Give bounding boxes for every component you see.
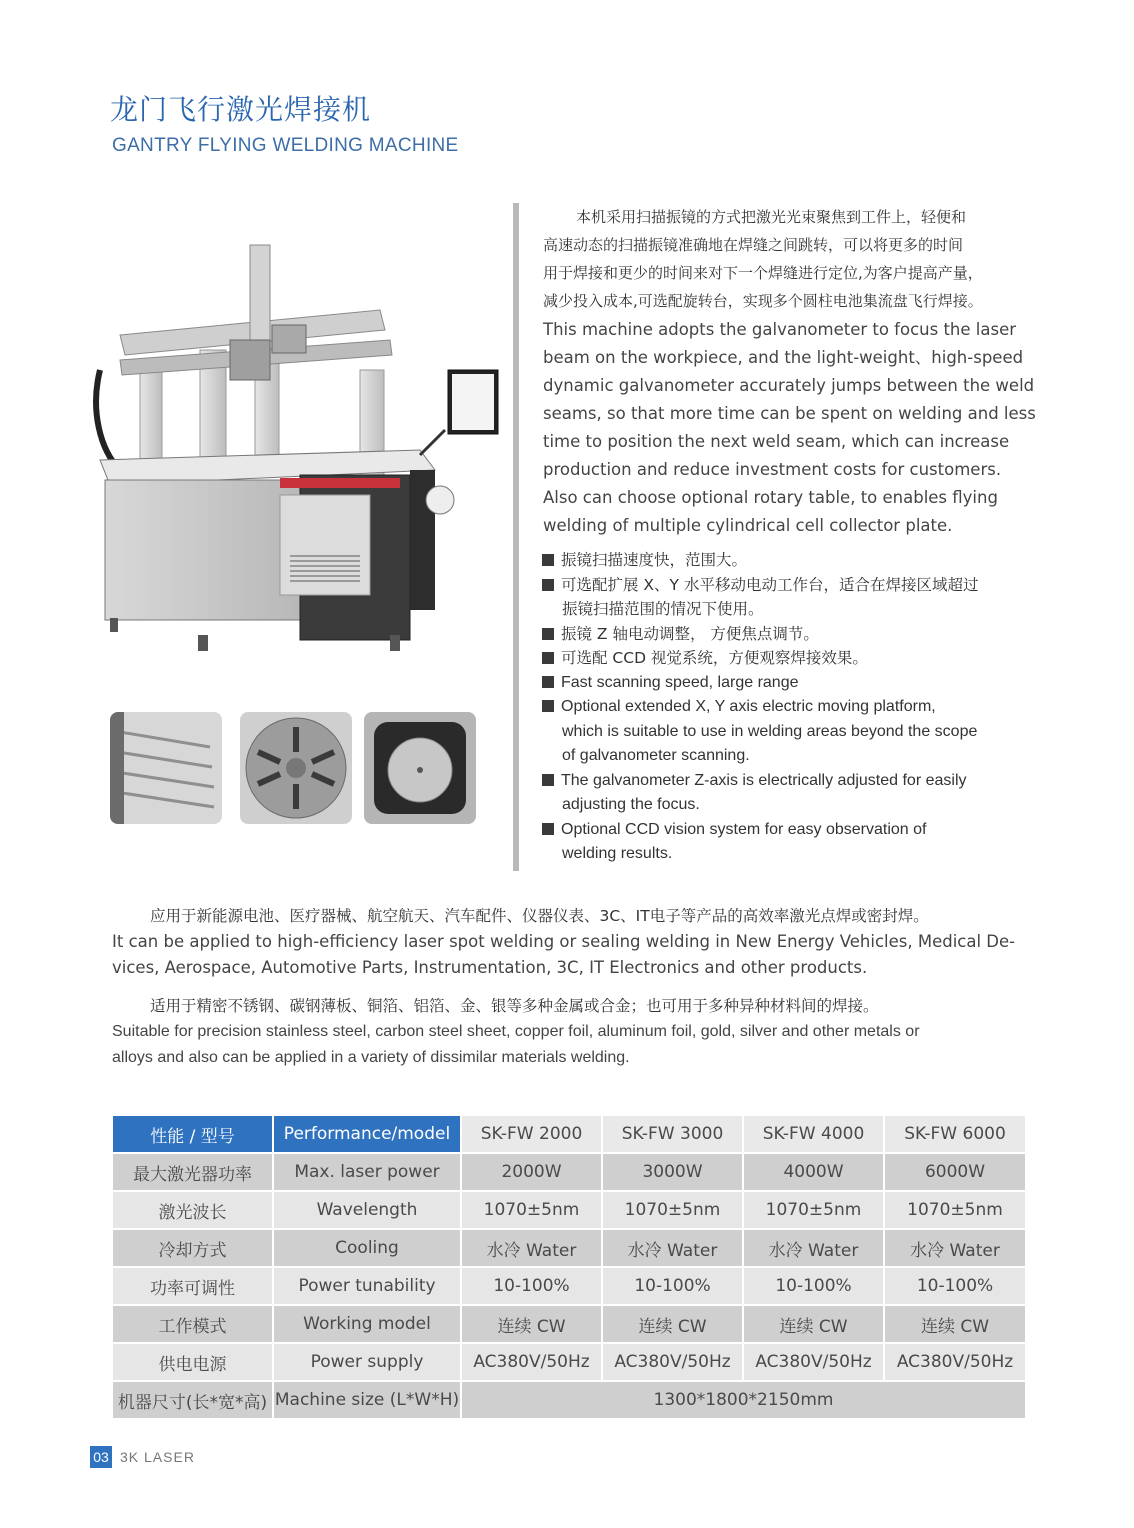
feature-item: Optional CCD vision system for easy observation of [542, 818, 1042, 843]
description-en-line: dynamic galvanometer accurately jumps between the weld [543, 376, 1035, 395]
table-cell: AC380V/50Hz [885, 1344, 1025, 1380]
table-cell: AC380V/50Hz [603, 1344, 742, 1380]
bullet-square-icon [542, 628, 554, 640]
table-cell: AC380V/50Hz [744, 1344, 883, 1380]
feature-item-continued: adjusting the focus. [562, 796, 700, 813]
application-paragraph [112, 903, 1032, 981]
table-cell: 1070±5nm [744, 1192, 883, 1228]
materials-cn: 适用于精密不锈钢、碳钢薄板、铜箔、铝箔、金、银等多种金属或合金；也可用于多种异种材料间的焊接。 [150, 997, 879, 1015]
sample-thumbnails [110, 712, 476, 826]
table-cell: 1070±5nm [462, 1192, 601, 1228]
feature-item-continued: 振镜扫描范围的情况下使用。 [562, 600, 764, 618]
table-cell: 水冷 Water [462, 1230, 601, 1266]
description-en-line: beam on the workpiece, and the light-weight、high-speed [543, 348, 1024, 367]
table-header-cell: SK-FW 6000 [885, 1116, 1025, 1152]
feature-item: Fast scanning speed, large range [542, 671, 1042, 696]
feature-list [542, 548, 1042, 867]
table-cell-merged: 1300*1800*2150mm [462, 1382, 1025, 1418]
feature-item: 可选配扩展 X、Y 水平移动电动工作台，适合在焊接区域超过 [542, 573, 1042, 598]
table-cell: 6000W [885, 1154, 1025, 1190]
vertical-divider [513, 203, 519, 871]
table-cell: 水冷 Water [744, 1230, 883, 1266]
bullet-square-icon [542, 652, 554, 664]
application-en-line: vices, Aerospace, Automotive Parts, Instrumentation, 3C, IT Electronics and other products. [112, 958, 868, 977]
table-cell: 连续 CW [885, 1306, 1025, 1342]
description-en-line: welding of multiple cylindrical cell collector plate. [543, 516, 953, 535]
application-cn: 应用于新能源电池、医疗器械、航空航天、汽车配件、仪器仪表、3C、IT电子等产品的高效率激光点焊或密封焊。 [150, 907, 929, 925]
table-cell: Wavelength [274, 1192, 460, 1228]
table-row [113, 1154, 1025, 1190]
table-row [113, 1268, 1025, 1304]
table-cell: 激光波长 [113, 1192, 272, 1228]
description-en-line: Also can choose optional rotary table, to enables flying [543, 488, 998, 507]
machine-image [80, 230, 500, 670]
table-cell: 水冷 Water [885, 1230, 1025, 1266]
description-cn-line: 用于焊接和更少的时间来对下一个焊缝进行定位,为客户提高产量， [543, 264, 983, 282]
description-cn-line: 高速动态的扫描振镜准确地在焊缝之间跳转，可以将更多的时间 [543, 236, 964, 254]
table-cell: 10-100% [462, 1268, 601, 1304]
table-cell: 连续 CW [603, 1306, 742, 1342]
table-cell: 1070±5nm [603, 1192, 742, 1228]
page-footer [90, 1446, 195, 1468]
table-cell: 水冷 Water [603, 1230, 742, 1266]
feature-item: 振镜 Z 轴电动调整， 方便焦点调节。 [542, 622, 1042, 647]
table-header-cell: 性能 / 型号 [113, 1116, 272, 1152]
table-cell: Working model [274, 1306, 460, 1342]
table-header-cell: Performance/model [274, 1116, 460, 1152]
table-cell: 3000W [603, 1154, 742, 1190]
table-row [113, 1230, 1025, 1266]
table-row [113, 1306, 1025, 1342]
table-cell: 1070±5nm [885, 1192, 1025, 1228]
page-title-en: GANTRY FLYING WELDING MACHINE [112, 135, 459, 156]
description-en-line: seams, so that more time can be spent on welding and less [543, 404, 1036, 423]
description-en-line: production and reduce investment costs for customers. [543, 460, 1002, 479]
table-header-row [113, 1116, 1025, 1152]
brand-name: 3K LASER [120, 1449, 195, 1465]
spec-table [111, 1114, 1027, 1420]
table-cell: 10-100% [603, 1268, 742, 1304]
materials-paragraph [112, 993, 1032, 1071]
table-cell: Power tunability [274, 1268, 460, 1304]
materials-en-line: alloys and also can be applied in a variety of dissimilar materials welding. [112, 1049, 630, 1066]
materials-en-line: Suitable for precision stainless steel, carbon steel sheet, copper foil, aluminum foil, gold, silver and other metals or [112, 1023, 920, 1040]
page-number: 03 [90, 1446, 112, 1468]
round-part-photo [364, 712, 476, 824]
table-cell: 2000W [462, 1154, 601, 1190]
bullet-square-icon [542, 774, 554, 786]
bullet-square-icon [542, 579, 554, 591]
feature-item: Optional extended X, Y axis electric moving platform, [542, 695, 1042, 720]
table-cell: 功率可调性 [113, 1268, 272, 1304]
table-header-cell: SK-FW 4000 [744, 1116, 883, 1152]
bullet-square-icon [542, 700, 554, 712]
bullet-square-icon [542, 823, 554, 835]
bullet-square-icon [542, 554, 554, 566]
collector-plate-photo [240, 712, 352, 824]
description-cn-line: 本机采用扫描振镜的方式把激光光束聚焦到工件上，轻便和 [576, 208, 967, 226]
feature-item: 可选配 CCD 视觉系统，方便观察焊接效果。 [542, 646, 1042, 671]
table-row [113, 1382, 1025, 1418]
table-cell: 机器尺寸(长*宽*高) [113, 1382, 272, 1418]
feature-item-continued: of galvanometer scanning. [562, 747, 750, 764]
table-cell: 工作模式 [113, 1306, 272, 1342]
feature-item-continued: which is suitable to use in welding areas beyond the scope [562, 722, 978, 740]
table-cell: 10-100% [885, 1268, 1025, 1304]
description-en-line: This machine adopts the galvanometer to focus the laser [543, 320, 1017, 339]
page-title-cn: 龙门飞行激光焊接机 [110, 93, 372, 126]
table-cell: 10-100% [744, 1268, 883, 1304]
table-cell: Power supply [274, 1344, 460, 1380]
table-cell: 供电电源 [113, 1344, 272, 1380]
table-cell: 冷却方式 [113, 1230, 272, 1266]
description-en-line: time to position the next weld seam, which can increase [543, 432, 1010, 451]
feature-item: 振镜扫描速度快，范围大。 [542, 548, 1042, 573]
table-cell: AC380V/50Hz [462, 1344, 601, 1380]
cell-tray-photo [110, 712, 222, 824]
table-cell: 4000W [744, 1154, 883, 1190]
table-header-cell: SK-FW 2000 [462, 1116, 601, 1152]
feature-item: The galvanometer Z-axis is electrically adjusted for easily [542, 769, 1042, 794]
table-row [113, 1192, 1025, 1228]
bullet-square-icon [542, 676, 554, 688]
description-cn [543, 203, 1043, 315]
table-cell: 连续 CW [744, 1306, 883, 1342]
description-en [543, 316, 1043, 540]
table-cell: 连续 CW [462, 1306, 601, 1342]
table-cell: Max. laser power [274, 1154, 460, 1190]
feature-item-continued: welding results. [562, 845, 673, 862]
table-cell: Machine size (L*W*H) [274, 1382, 460, 1418]
table-cell: 最大激光器功率 [113, 1154, 272, 1190]
table-cell: Cooling [274, 1230, 460, 1266]
table-header-cell: SK-FW 3000 [603, 1116, 742, 1152]
description-cn-line: 减少投入成本,可选配旋转台，实现多个圆柱电池集流盘飞行焊接。 [543, 292, 983, 310]
table-row [113, 1344, 1025, 1380]
application-en-line: It can be applied to high-efficiency laser spot welding or sealing welding in New Energy Vehicles, Medical De- [112, 932, 1016, 951]
